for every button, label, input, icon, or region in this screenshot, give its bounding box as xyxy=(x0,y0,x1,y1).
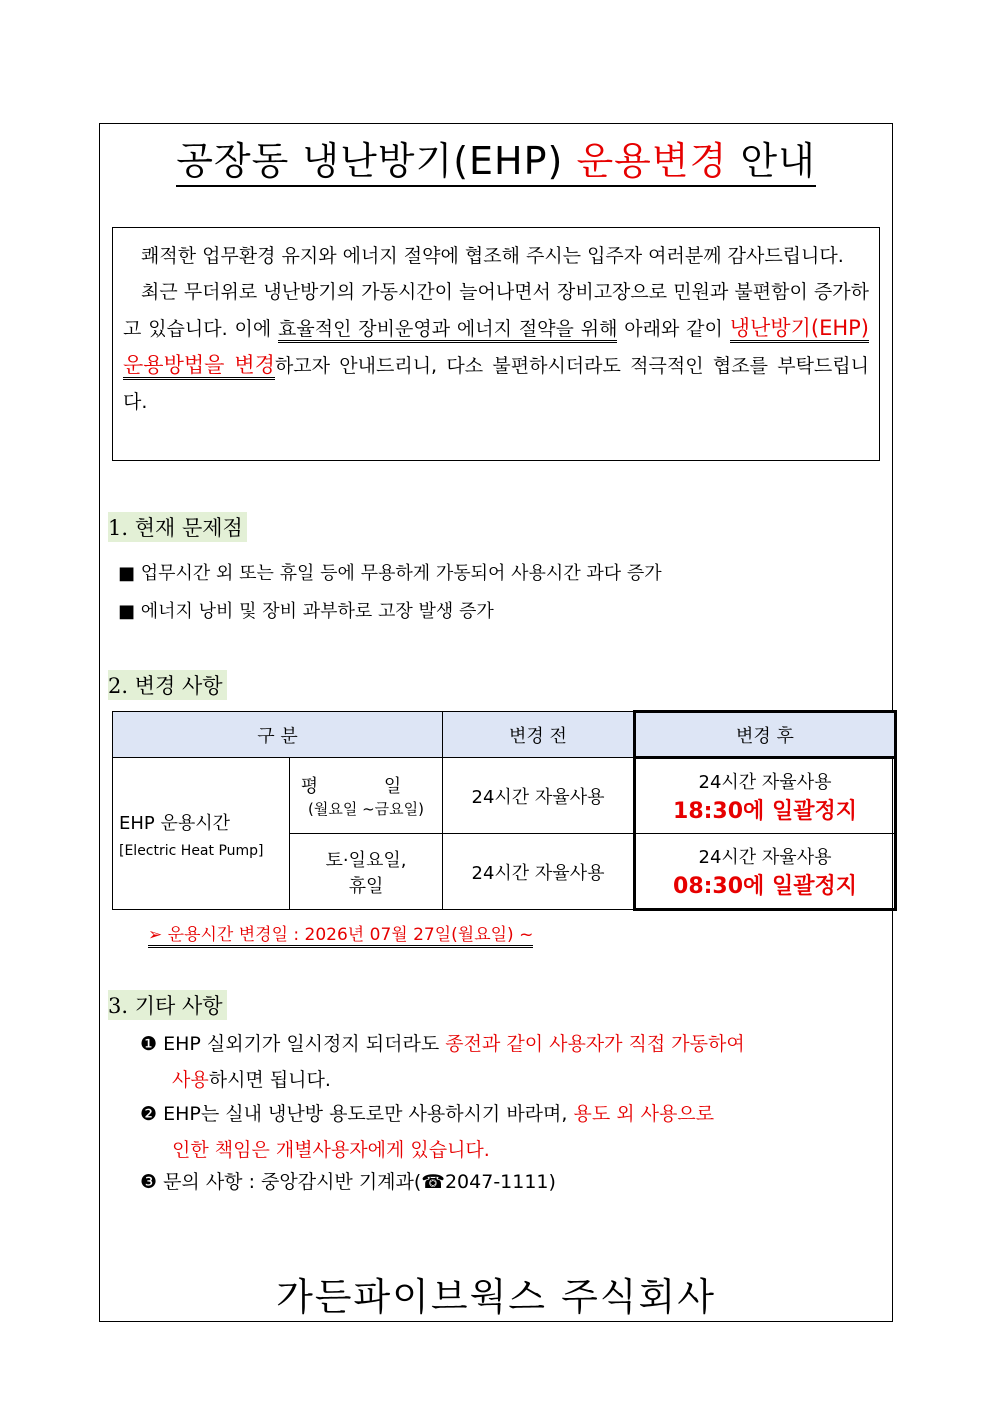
problem-item-2: ■ 에너지 낭비 및 장비 과부하로 고장 발생 증가 xyxy=(118,601,494,622)
company-name: 가든파이브웍스 주식회사 xyxy=(276,1275,716,1319)
weekend-after: 24시간 자율사용 08:30에 일괄정지 xyxy=(635,834,896,910)
weekend-cell: 토·일요일, 휴일 xyxy=(290,834,443,910)
intro-paragraph-1: 쾌적한 업무환경 유지와 에너지 절약에 협조해 주시는 입주자 여러분께 감사드립니다. xyxy=(141,245,844,267)
weekday-after: 24시간 자율사용 18:30에 일괄정지 xyxy=(635,758,896,834)
etc-item-3: ❸ 문의 사항 : 중앙감시반 기계과(☎2047-1111) xyxy=(140,1171,556,1193)
header-after: 변경 후 xyxy=(635,712,896,758)
weekday-before: 24시간 자율사용 xyxy=(443,758,635,834)
etc-item-2: ❷ EHP는 실내 냉난방 용도로만 사용하시기 바라며, 용도 외 사용으로 인한 책임은 개별사용자에게 있습니다. xyxy=(140,1103,715,1161)
intro-paragraph-2: 최근 무더위로 냉난방기의 가동시간이 늘어나면서 장비고장으로 민원과 불편함이 증가하고 있습니다. 이에 효율적인 장비운영과 에너지 절약을 위해 아래와 같이 냉난방기(EHP) 운용방법을 변경하고자 안내드리니, 다소 불편하시더라도 적극적인 협조를 부탁드립니다. xyxy=(123,281,869,413)
change-date-note: ➢ 운용시간 변경일 : 2026년 07월 27일(월요일) ~ xyxy=(148,920,533,948)
etc-item-1: ❶ EHP 실외기가 일시정지 되더라도 종전과 같이 사용자가 직접 가동하여 사용하시면 됩니다. xyxy=(140,1033,745,1091)
header-before: 변경 전 xyxy=(443,712,635,758)
section3-title: 3. 기타 사항 xyxy=(108,990,227,1020)
change-table xyxy=(112,710,897,911)
section2-title: 2. 변경 사항 xyxy=(108,670,227,700)
problem-item-1: ■ 업무시간 외 또는 휴일 등에 무용하게 가동되어 사용시간 과다 증가 xyxy=(118,563,662,584)
row-label: EHP 운용시간 [Electric Heat Pump] xyxy=(113,758,290,910)
header-category: 구 분 xyxy=(113,712,443,758)
page-title: 공장동 냉난방기(EHP) 운용변경 안내 xyxy=(0,130,992,185)
section1-title: 1. 현재 문제점 xyxy=(108,512,247,542)
weekend-before: 24시간 자율사용 xyxy=(443,834,635,910)
weekday-cell: 평 일 (월요일 ~금요일) xyxy=(290,758,443,834)
intro-box xyxy=(112,227,880,461)
